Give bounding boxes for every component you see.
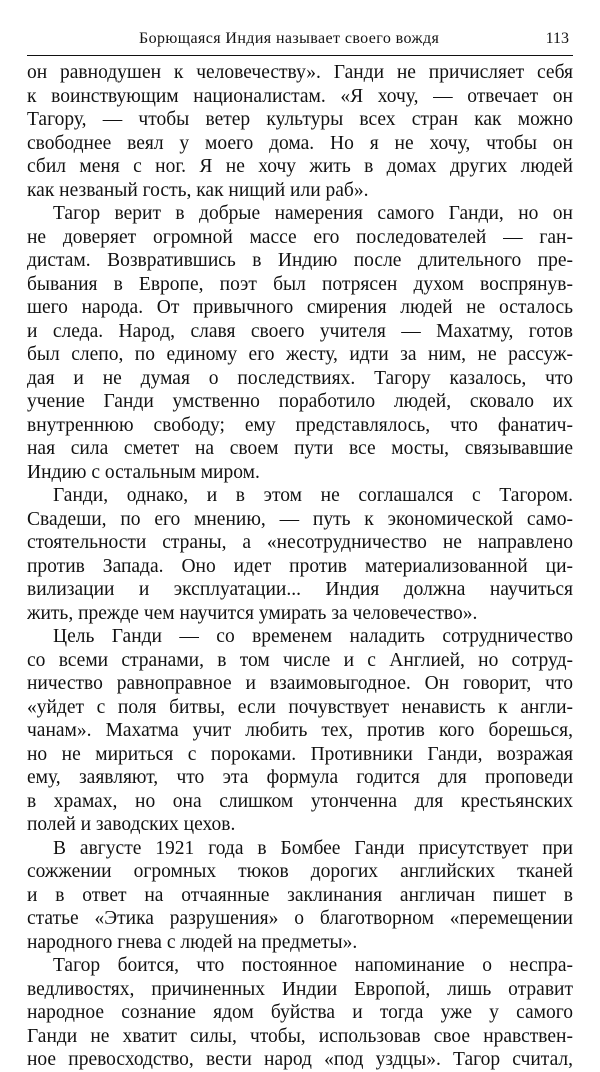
text-line: и в ответ на отчаянные заклинания англичан пишет в — [27, 884, 573, 906]
text-line: свободнее веял у моего дома. Но я не хочу, чтобы он — [27, 132, 573, 154]
text-line: жить, прежде чем научится умирать за человечество». — [27, 602, 478, 624]
text-line: «уйдет с поля битвы, если почувствует ненависть к англи- — [27, 696, 573, 718]
text-line: со всеми странами, в том числе и с Англией, но сотруд- — [27, 649, 573, 671]
text-line: дая и не думая о последствиях. Тагору казалось, что — [27, 367, 573, 389]
text-line: внутреннюю свободу; ему представлялось, что фанатич- — [27, 414, 573, 436]
running-title: Борющаяся Индия называет своего вождя — [139, 30, 440, 47]
text-line: полей и заводских цехов. — [27, 814, 236, 835]
text-line: Тагор боится, что постоянное напоминание о неспра- — [53, 955, 573, 976]
text-line: но не мириться с пороками. Противники Ганди, возражая — [27, 743, 573, 765]
text-line: статье «Этика разрушения» о благотворном «перемещении — [27, 908, 573, 929]
text-line: против Запада. Оно идет против материализованной ци- — [27, 555, 573, 577]
text-line: Тагору, — чтобы ветер культуры всех стран как можно — [27, 109, 573, 130]
header-rule — [27, 55, 573, 56]
text-line: Тагор верит в добрые намерения самого Ганди, но он — [53, 203, 573, 224]
text-line: был слепо, по единому его жесту, идти за ним, не рассуж- — [27, 344, 573, 365]
text-line: Индию с остальным миром. — [27, 461, 260, 483]
text-line: Ганди не хватит силы, чтобы, использовав свое нравствен- — [27, 1025, 573, 1047]
text-line: к воинствующим националистам. «Я хочу, — отвечает он — [27, 85, 573, 107]
text-line: В августе 1921 года в Бомбее Ганди присутствует при — [53, 837, 573, 859]
text-line: он равнодушен к человечеству». Ганди не причисляет себя — [27, 62, 573, 83]
text-line: Ганди, однако, и в этом не соглашался с Тагором. — [53, 485, 573, 506]
text-line: в храмах, но она слишком утонченна для крестьянских — [27, 790, 573, 812]
text-line: вилизации и эксплуатации... Индия должна научиться — [27, 579, 573, 600]
text-line: народное сознание ядом буйства и тогда уже у самого — [27, 1002, 573, 1023]
text-line: ное превосходство, вести народ «под уздцы». Тагор считал, — [27, 1049, 573, 1070]
text-line: Свадеши, по его мнению, — путь к экономической само- — [27, 508, 573, 530]
text-line: бывания в Европе, поэт был потрясен духом воспрянув- — [27, 273, 573, 295]
page-header — [27, 30, 573, 50]
text-line: ведливостях, причиненных Индии Европой, лишь отравит — [27, 978, 573, 1000]
text-line: стоятельности страны, а «несотрудничество не направлено — [27, 532, 573, 553]
page-number: 113 — [545, 30, 569, 47]
body-text — [27, 61, 573, 1072]
text-line: учение Ганди умственно поработило людей, сковало их — [27, 391, 573, 412]
text-line: сбил меня с ног. Я не хочу жить в домах других людей — [27, 156, 573, 177]
text-line: и следа. Народ, славя своего учителя — Махатму, готов — [27, 320, 573, 342]
text-line: ему, заявляют, что эта формула годится для проповеди — [27, 767, 573, 788]
text-line: ная сила сметет на своем пути все мосты, связывавшие — [27, 438, 573, 459]
text-line: не доверяет огромной массе его последователей — ган- — [27, 226, 573, 248]
text-line: чанам». Махатма учит любить тех, против кого борешься, — [27, 720, 573, 741]
text-line: как незваный гость, как нищий или раб». — [27, 179, 369, 201]
text-line: дистам. Возвратившись в Индию после длительного пре- — [27, 250, 573, 271]
text-line: ничество равноправное и взаимовыгодное. Он говорит, что — [27, 673, 573, 694]
text-line: сожжении огромных тюков дорогих английских тканей — [27, 861, 573, 882]
text-line: народного гнева с людей на предметы». — [27, 931, 358, 953]
text-line: шего народа. От привычного смирения людей не осталось — [27, 297, 573, 318]
text-line: Цель Ганди — со временем наладить сотрудничество — [53, 626, 573, 647]
